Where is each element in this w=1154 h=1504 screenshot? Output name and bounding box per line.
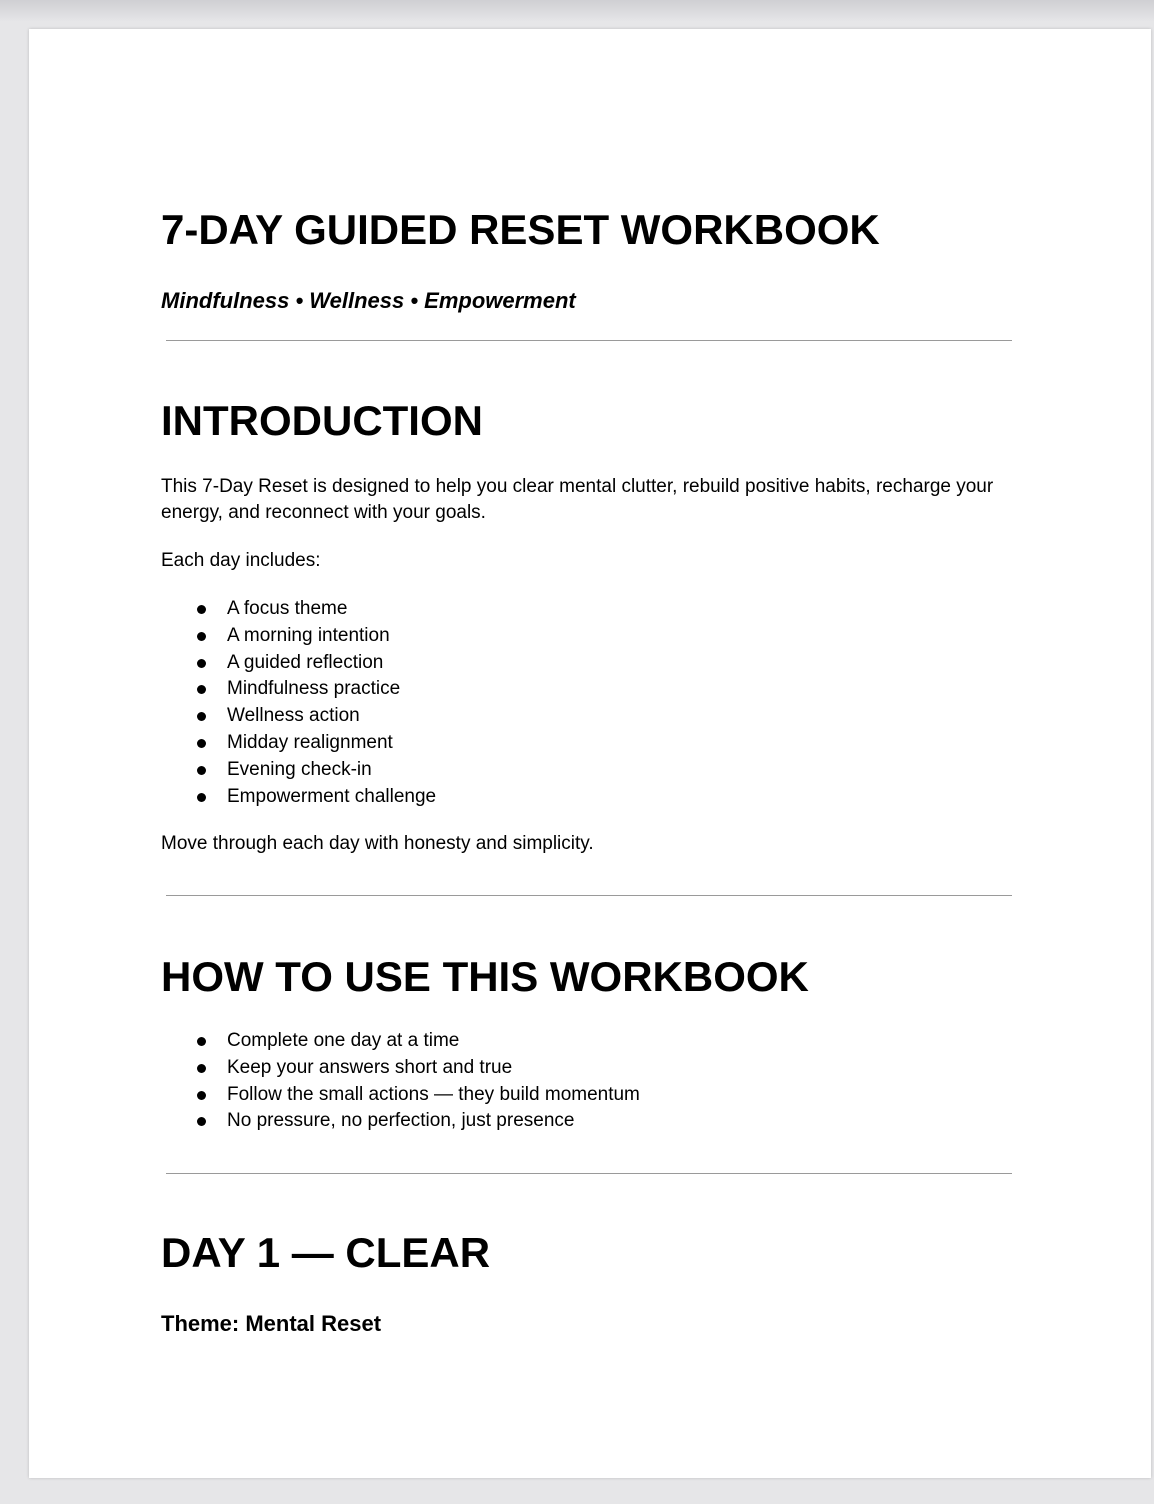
list-item: Midday realignment [161, 730, 436, 757]
bullet-icon [197, 739, 206, 748]
bullet-icon [197, 1064, 206, 1073]
list-item: No pressure, no perfection, just presence [161, 1108, 640, 1135]
list-item: Complete one day at a time [161, 1028, 640, 1055]
list-item: A guided reflection [161, 650, 436, 677]
introduction-closing: Move through each day with honesty and simplicity. [161, 833, 594, 854]
bullet-icon [197, 605, 206, 614]
bullet-icon [197, 766, 206, 775]
list-item: Evening check-in [161, 757, 436, 784]
bullet-icon [197, 659, 206, 668]
horizontal-rule [166, 340, 1012, 341]
bullet-icon [197, 712, 206, 721]
document-page [29, 29, 1151, 1478]
list-item: Empowerment challenge [161, 784, 436, 811]
bullet-icon [197, 1037, 206, 1046]
daily-includes-list [161, 596, 436, 810]
list-item: Follow the small actions — they build momentum [161, 1082, 640, 1109]
how-to-use-heading: HOW TO USE THIS WORKBOOK [161, 953, 809, 1000]
day1-theme: Theme: Mental Reset [161, 1311, 382, 1336]
list-item: A morning intention [161, 623, 436, 650]
bullet-icon [197, 632, 206, 641]
list-item: Keep your answers short and true [161, 1055, 640, 1082]
how-to-use-list [161, 1028, 640, 1135]
includes-label: Each day includes: [161, 550, 321, 571]
list-item: Wellness action [161, 703, 436, 730]
list-item: A focus theme [161, 596, 436, 623]
list-item: Mindfulness practice [161, 676, 436, 703]
introduction-heading: INTRODUCTION [161, 397, 483, 444]
horizontal-rule [166, 895, 1012, 896]
bullet-icon [197, 793, 206, 802]
bullet-icon [197, 685, 206, 694]
introduction-paragraph: This 7-Day Reset is designed to help you clear mental clutter, rebuild positive habits, recharge your energy, and reconnect with your goals. [161, 476, 994, 523]
document-subtitle: Mindfulness • Wellness • Empowerment [161, 288, 576, 313]
horizontal-rule [166, 1173, 1012, 1174]
bullet-icon [197, 1091, 206, 1100]
bullet-icon [197, 1117, 206, 1126]
window-top-shadow [0, 0, 1154, 22]
document-title: 7-DAY GUIDED RESET WORKBOOK [161, 206, 880, 253]
day1-heading: DAY 1 — CLEAR [161, 1229, 491, 1276]
